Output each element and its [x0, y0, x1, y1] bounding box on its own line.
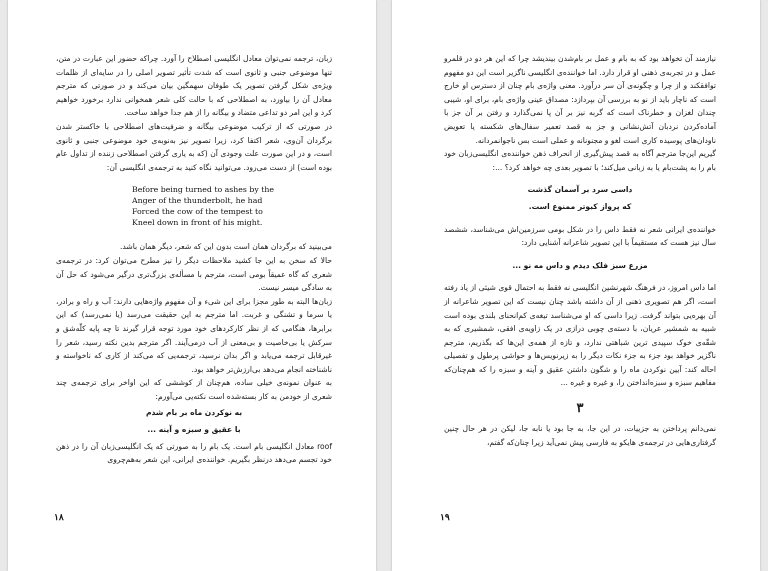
right-page-body [444, 52, 716, 449]
paragraph: خواننده‌ی ایرانی شعر نه فقط داس را در شکل بومی سرزمین‌اش می‌شناسد، ششصد سال نیز هست که مستقیماً با این تصویر شاعرانه آشنایی دارد: [444, 224, 716, 248]
left-page [8, 0, 376, 571]
english-verse [132, 184, 332, 228]
poem-line: با عقیق و سبزه و آینه ... [147, 425, 241, 435]
left-page-body [56, 52, 332, 467]
right-page [392, 0, 760, 571]
section-number: ۳ [576, 401, 584, 417]
paragraph: می‌بینید که برگردان همان است بدون این که شعر، دیگر همان باشد. [119, 242, 332, 252]
verse-line: Forced the cow of the tempest to [132, 207, 263, 217]
poem-line: که پرواز کبوتر ممنوع است. [528, 201, 632, 211]
poem-line: مزرع سبز فلک دیدم و داس مه نو ... [512, 260, 648, 270]
paragraph: زبان، ترجمه نمی‌توان معادل انگلیسی اصطلاح را آورد. چراکه حضور این عبارت در متن، تنها موضوعی جنبی و ثانوی است که شدت تأثیر تصویر اصلی را در سایه‌ای از ظلمات ویژه‌ی شکل گرفتن تصویر یک طوفان سهمگین بیان می‌کند و در صورتی که مترجم معادل آن را بیاورد، به اصطلاحی که با حالت کلی شعر همخوانی ندارد برخورد خواهیم کرد و این امر دو تداعی متضاد و بیگانه را از هم جدا خواهد ساخت. [56, 54, 332, 118]
page-number: ۱۸ [54, 513, 64, 523]
paragraph: حالا که سخن به این جا کشید ملاحظات دیگر را نیز مطرح می‌توان کرد: در ترجمه‌ی شعری که گاه عمیقاً بومی است، مترجم با مسأله‌ی بزرگ‌تری درگیر می‌شود که حل آن به سادگی میسر نیست. [56, 255, 332, 293]
page-number: ۱۹ [440, 513, 450, 523]
paragraph: roof معادل انگلیسی بام است. یک بام را به صورتی که یک انگلیسی‌زبان آن را در ذهن خود تجسم می‌دهد درنظر بگیریم. خواننده‌ی ایرانی، این شعر به‌هم‌چروی [56, 441, 332, 465]
paragraph: به عنوان نمونه‌ی خیلی ساده، هم‌چنان از کوششی که این اواخر برای ترجمه‌ی چند شعری از خودمن به کار بسته‌شده است نکته‌یی می‌آورم: [56, 378, 332, 401]
paragraph: در صورتی که از ترکیب موضوعی بیگانه و ضرفیت‌های اصطلاحی با خاکستر شدن برگردان آن‌وی، شعر اکتفا کرد، زیرا تصویر نیز به‌نوبه‌ی خود موضوعی جنبی و ثانوی است، و در این صورت علت وجودی آن (که به یاری گرفتن اصطلاحی زننده از تداول عام بوده است) از دست می‌رود. می‌توانید نگاه کنید به ترجمه‌ی انگلیسی آن: [56, 121, 332, 172]
poem-line: داسی سرد بر آسمان گذشت [527, 185, 633, 195]
paragraph: گیریم این‌جا مترجم آگاه به قصد پیش‌گیری از انحراف ذهن خواننده‌ی انگلیسی‌زبان خود بام را به پشت‌بام یا به زبانی میل‌کند؛ با تصویر بعدی چه خواهد کرد؟ ...: [444, 149, 716, 172]
verse-line: Anger of the thunderbolt, he had [132, 196, 263, 206]
paragraph: نیازمند آن تخواهد بود که به بام و عمل بر بام‌شدن بیندیشد چرا که این هر دو در قلمرو عمل و در تجربه‌ی ذهنی او قرار دارد. اما خواننده‌ی انگلیسی ناگزیر است این دو مفهوم توافقکند و از چرا و چگونه‌ی آن سر درآورد. معنی واژه‌ی بام چنان از دسترس او خارج است که ناچار باید از نو به بررسی آن بپردازد: مصداق عینی واژه‌ی بام، برای او، شیبی چندان لغزان و خطرناک است که گربه نیز بر آن پا نمی‌گذارد و رفتن بر آن جز با آماده‌کردن نردبان آتش‌نشانی و جز به قصد تعمیر سفال‌های شکسته یا تعویض ناودان‌های پوسیده کاری است لغو و مجنونانه و عملی است بس ناجوانمردانه. [444, 54, 716, 145]
paragraph: نمی‌دانم پرداختن به جزییات، در این جا، به جا بود یا نابه جا، لیکن در هر حال چنین گرفتاری‌هایی در ترجمه‌ی هایکو به فارسی پیش نمی‌آید زیرا چنان‌که گفتم، [444, 424, 716, 447]
verse-line: Kneel down in front of his might. [132, 218, 263, 228]
verse-line: Before being turned to ashes by the [132, 185, 275, 195]
paragraph: زبان‌ها البته به طور مجزا برای این شیء و آن مفهوم واژه‌هایی دارند: آب و راه و برادر، یا سرما و تشنگی و غربت. اما مترجم به این حقیقت می‌رسد (یا نمی‌رسد) که این برابرها، هنگامی که از نظر کارکردهای خود مورد توجه قرار گیرند تا چه پایه کلّه‌شق و سرکش یا بی‌خاصیت و بی‌معنی از آب درمی‌آیند. اگر مترجم بدین نکته رسید، شعر را غیرقابل ترجمه می‌یابد و اگر بدان نرسید، ترجمه‌یی که می‌کند از کاری که ناخواسته و ناشناخته انجام می‌دهد بی‌ارزش‌تر خواهد بود. [56, 296, 332, 374]
poem-line: به نوکردن ماه بر بام شدم [145, 408, 243, 418]
paragraph: اما داس امروز، در فرهنگ شهرنشین انگلیسی نه فقط به احتمال قوی شیئی از یاد رفته است، اگر هم تصویری ذهنی از آن داشته باشد چنان نیست که این تصویر شاعرانه از آن بهره‌یی بتواند گرفت. زیرا داسی که او می‌شناسد تیغه‌ی کم‌انحنای بلندی بوده است شبیه به شمشیر عریان، با دسته‌ی چوبی درازی در یک زاویه‌ی افقی، شمشیری که به شقّه‌ی خوک سپیدی ترین شباهتی ندارد، و تازه از همه‌ی این‌ها که بگذریم، مترجم ناگزیر خواهد بود جزء به جزء نکات دیگر را به زیرنویس‌ها و حواشی پرطول و تفصیلی احاله کند: آیین نوکردن ماه را و شگون داشتن عقیق و آینه و سبزه را که هم‌چنان‌که مفاهیم سبزه و سبزه‌انداختن را، و غیره و غیره ... [444, 283, 716, 388]
